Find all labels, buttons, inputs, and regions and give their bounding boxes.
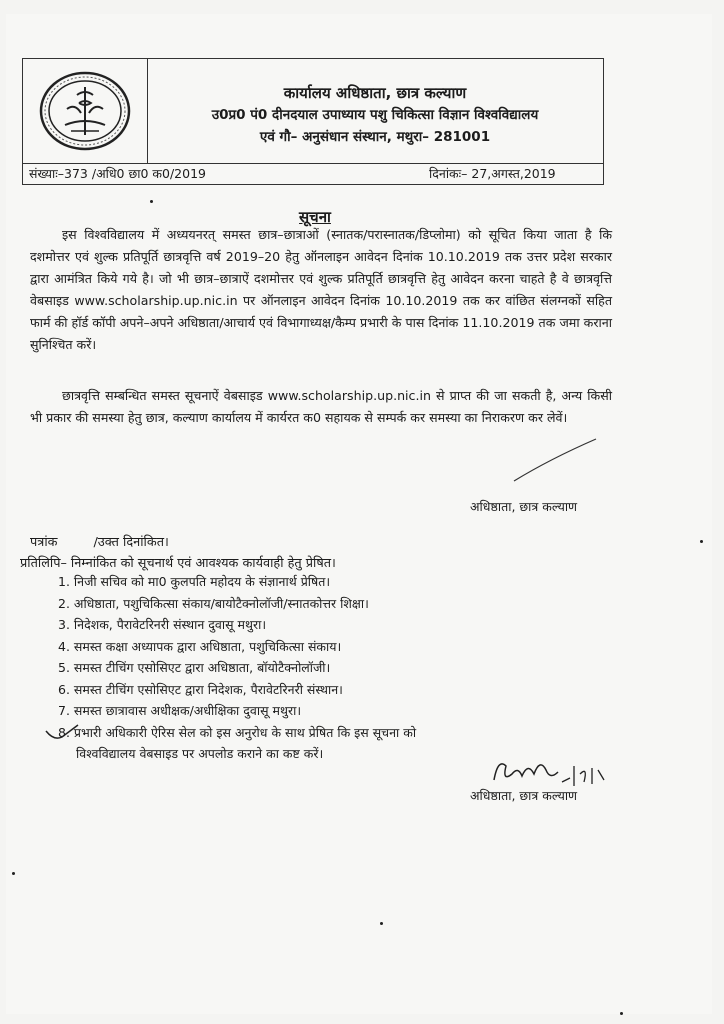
patrank-label: पत्रांक [30,535,58,550]
scan-speck [150,200,153,203]
scan-speck [620,1012,623,1015]
copy-signatory: अधिष्ठाता, छात्र कल्याण [470,788,578,803]
university-seal-icon [37,69,133,153]
reference-date: दिनांकः– 27,अगस्त,2019 [429,166,556,181]
patrank-line [30,532,169,550]
list-item: 2. अधिष्ठाता, पशुचिकित्सा संकाय/बायोटैक्नोलॉजी/स्नातकोत्तर शिक्षा। [58,595,369,611]
patrank-value: /उक्त दिनांकित। [93,535,169,550]
institute-address: एवं गौ– अनुसंधान संस्थान, मथुरा– 281001 [259,129,491,145]
list-item: 4. समस्त कक्षा अध्यापक द्वारा अधिष्ठाता, पशुचिकित्सा संकाय। [58,638,342,654]
reference-strip [22,162,604,185]
letterhead [22,58,604,164]
handwritten-signature-icon [488,752,608,792]
notice-paragraph-2: छात्रवृत्ति सम्बन्धित समस्त सूचनाऐं वेबसाइड www.scholarship.up.nic.in से प्राप्त की जा सकती है, अन्य किसी भी प्रकार की समस्या हेतु छात्र, कल्याण कार्यालय में कार्यरत क0 सहायक से सम्पर्क कर समस्या का निराकरण कर लेवें। [30,388,612,425]
list-item: 1. निजी सचिव को मा0 कुलपति महोदय के संज्ञानार्थ प्रेषित। [58,574,331,589]
scan-speck [12,872,15,875]
scan-speck [700,540,703,543]
copy-recipient-list [58,571,416,765]
list-item: 8. प्रभारी अधिकारी ऐरिस सेल को इस अनुरोध के साथ प्रेषित कि इस सूचना को [58,724,417,740]
university-name: उ0प्र0 पं0 दीनदयाल उपाध्याय पशु चिकित्सा विज्ञान विश्वविद्यालय [211,107,539,123]
signature-stroke-icon [510,435,600,485]
reference-number: संख्याः–373 /अधि0 छा0 क0/2019 [29,166,206,181]
notice-paragraph-1: इस विश्वविद्यालय में अध्ययनरत् समस्त छात्र–छात्राओं (स्नातक/परास्नातक/डिप्लोमा) को सूचित किया जाता है कि दशमोत्तर एवं शुल्क प्रतिपूर्ति छात्रवृत्ति वर्ष 2019–20 हेतु ऑनलाइन आवेदन दिनांक 10.10.2019 तक उत्तर प्रदेश सरकार द्वारा आमंत्रित किये गये है। जो भी छात्र–छात्राऐं दशमोत्तर एवं शुल्क प्रतिपूर्ति छात्रवृत्ति हेतु आवेदन करना चाहते है वे छात्रवृत्ति वेबसाइड www.scholarship.up.nic.in पर ऑनलाइन आवेदन दिनांक 10.10.2019 तक कर वांछित संलग्नकों सहित फार्म की हॉर्ड कॉपी अपने–अपने अधिष्ठाता/आचार्य एवं विभागाध्यक्ष/कैम्प प्रभारी के पास दिनांक 11.10.2019 तक जमा कराना सुनिश्चित करें। [30,227,612,352]
list-item-continuation: विश्वविद्यालय वेबसाइड पर अपलोड कराने का कष्ट करें। [76,746,324,761]
office-name: कार्यालय अधिष्ठाता, छात्र कल्याण [283,84,467,102]
notice-signatory: अधिष्ठाता, छात्र कल्याण [470,499,578,514]
list-item: 5. समस्त टीचिंग एसोसिएट द्वारा अधिष्ठाता, बॉयोटैक्नोलॉजी। [58,660,331,675]
list-item: 7. समस्त छात्रावास अधीक्षक/अधीक्षिका दुवासू मथुरा। [58,703,302,718]
scan-speck [380,922,383,925]
copy-intro: प्रतिलिपि– निम्नांकित को सूचनार्थ एवं आवश्यक कार्यवाही हेतु प्रेषित। [20,556,336,571]
notice-title: सूचना [299,208,331,226]
university-logo [23,59,148,163]
tick-mark-icon [44,723,80,743]
list-item: 3. निदेशक, पैरावेटरिनरी संस्थान दुवासू मथुरा। [58,617,267,632]
list-item: 6. समस्त टीचिंग एसोसिएट द्वारा निदेशक, पैरावेटरिनरी संस्थान। [58,681,343,697]
